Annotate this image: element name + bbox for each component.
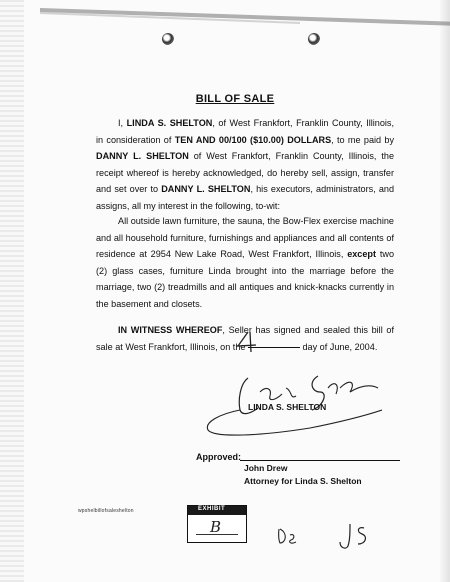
seller-name: LINDA S. SHELTON xyxy=(126,118,213,128)
consideration-amount: TEN AND 00/100 ($10.00) DOLLARS xyxy=(174,134,332,145)
document-title: BILL OF SALE xyxy=(195,93,275,105)
scan-edge-left xyxy=(0,0,24,582)
date-month-year: June, 2004 xyxy=(329,341,375,352)
approver-name: John Drew xyxy=(244,463,288,473)
signature-printed-name: LINDA S. SHELTON xyxy=(248,402,327,412)
footer-filename: wpshelbillofsaleshelton xyxy=(78,508,134,514)
approver-title: Attorney for Linda S. Shelton xyxy=(244,476,362,486)
approved-label: Approved: xyxy=(196,452,241,462)
buyer-name-2: DANNY L. SHELTON xyxy=(161,184,251,195)
initials-ds xyxy=(276,525,300,547)
scan-fold-shadow xyxy=(40,0,450,40)
paragraph-witness: IN WITNESS WHEREOF, Seller has signed and sealed this bill of sale at West Frankfort, Illinois, on the day of June, 2004. xyxy=(96,325,394,352)
paragraph-items: All outside lawn furniture, the sauna, the Bow-Flex exercise machine and all household furniture, furnishings and appliances and all contents of residence at 2954 New Lake Road, West Frankfort, Illinois, except two (2) glass cases, furniture Linda brought into the marriage before the marriage, two (2) treadmills and all antiques and knick-knacks currently in the basement and closets. xyxy=(96,216,394,309)
exhibit-sticker xyxy=(187,505,247,543)
exhibit-value: B xyxy=(210,518,222,536)
punch-hole-right xyxy=(308,33,320,45)
scan-edge-right xyxy=(440,0,450,582)
exhibit-underline xyxy=(196,534,238,535)
approver-block xyxy=(244,462,362,488)
handwritten-day xyxy=(226,326,276,356)
buyer-location: West Frankfort, Franklin County, Illinois xyxy=(206,151,374,162)
approval-signature-line xyxy=(240,460,400,461)
buyer-name: DANNY L. SHELTON xyxy=(96,151,189,162)
exhibit-label: EXHIBIT xyxy=(198,506,226,512)
seller-location: West Frankfort, Franklin County, Illinois xyxy=(229,118,392,128)
punch-hole-left xyxy=(162,33,174,45)
initials-js xyxy=(336,520,376,552)
paragraph-grant: I, LINDA S. SHELTON, of West Frankfort, Franklin County, Illinois, in consideration of TEN AND 00/100 ($10.00) DOLLARS, to me paid by DANNY L. SHELTON of West Frankfort, Franklin County, Illinois, the receipt whereof is hereby acknowledged, do hereby sell, assign, transfer and set over to DANNY L. SHELTON, his executors, administrators, and assigns, all my interest in the following, to-wit: xyxy=(96,118,395,211)
